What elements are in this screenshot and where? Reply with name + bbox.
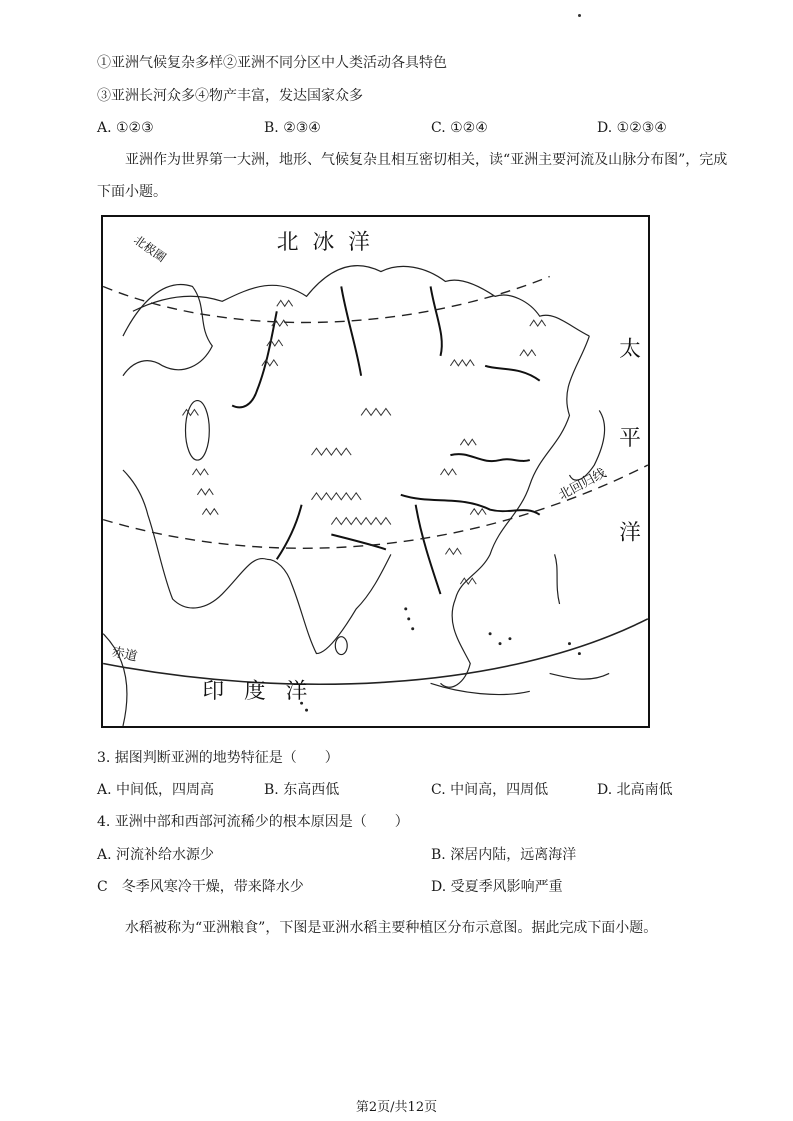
label-pacific-3: 洋 (619, 520, 641, 546)
river-amur (485, 366, 540, 381)
mountain-tianshan (312, 448, 352, 455)
q3-option-d[interactable]: D. 北高南低 (597, 782, 673, 798)
q4-option-c[interactable]: C 冬季风寒冷干燥，带来降水少 (97, 879, 304, 895)
label-pacific-2: 平 (619, 426, 641, 452)
mountain-himalaya (331, 518, 391, 525)
sri-lanka (335, 637, 347, 655)
equator-line (103, 619, 648, 684)
mountain-kunlun (312, 493, 362, 500)
intro1-line1: 亚洲作为世界第一大洲，地形、气候复杂且相互密切相关，读“亚洲主要河流及山脉分布图”，完成 (125, 152, 728, 168)
island-dot (404, 607, 407, 610)
india-coastline (267, 554, 391, 653)
island-dot (508, 637, 511, 640)
river-lena (431, 286, 442, 355)
river-mekong (416, 505, 441, 594)
arctic-circle-line (103, 277, 549, 323)
label-pacific-1: 太 (619, 336, 641, 362)
river-huanghe (450, 454, 529, 461)
asia-rivers-mountains-map (101, 215, 650, 728)
q3-option-a[interactable]: A. 中间低，四周高 (97, 782, 215, 798)
river-indus (277, 505, 302, 560)
label-tropic-of-cancer: 北回归线 (556, 465, 609, 504)
philippines (555, 554, 560, 604)
river-yangtze (401, 495, 540, 515)
q2-option-a[interactable]: A. ①②③ (97, 120, 154, 136)
mountain-china-east (440, 439, 486, 514)
q2-statement-line1: ①亚洲气候复杂多样②亚洲不同分区中人类活动各具特色 (97, 55, 447, 71)
intro1-line2: 下面小题。 (97, 184, 167, 200)
mountain-altai (361, 408, 391, 415)
q4-stem: 4. 亚洲中部和西部河流稀少的根本原因是（ ） (97, 814, 409, 830)
island-dot (578, 652, 581, 655)
river-ob (232, 311, 277, 407)
q3-stem: 3. 据图判断亚洲的地势特征是（ ） (97, 750, 339, 766)
mountain-zagros (192, 469, 218, 515)
q4-option-b[interactable]: B. 深居内陆，远离海洋 (431, 847, 577, 863)
arabia-coastline (123, 470, 267, 608)
island-dot (499, 642, 502, 645)
river-yenisei (341, 286, 361, 375)
q2-statement-line2: ③亚洲长河众多④物产丰富，发达国家众多 (97, 88, 363, 104)
north-coastline (133, 266, 589, 336)
mountain-indochina (445, 548, 476, 584)
island-dot (407, 617, 410, 620)
q4-option-d[interactable]: D. 受夏季风影响严重 (431, 879, 563, 895)
q2-option-b[interactable]: B. ②③④ (264, 120, 321, 136)
label-indian-ocean: 印度洋 (202, 679, 328, 705)
label-arctic-ocean: 北冰洋 (276, 229, 384, 255)
tropic-of-cancer-line (103, 465, 648, 548)
q4-option-a[interactable]: A. 河流补给水源少 (97, 847, 215, 863)
label-arctic-circle: 北极圈 (131, 232, 169, 265)
island-dot (568, 642, 571, 645)
intro2-text: 水稻被称为“亚洲粮食”，下图是亚洲水稻主要种植区分布示意图。据此完成下面小题。 (125, 920, 658, 936)
island-dot (411, 627, 414, 630)
label-equator: 赤道 (110, 644, 139, 665)
island-dot (489, 632, 492, 635)
mountain-east-siberia (450, 320, 545, 366)
mountain-caucasus (183, 409, 199, 415)
scan-speck (578, 14, 581, 17)
q3-option-b[interactable]: B. 东高西低 (264, 782, 340, 798)
caspian-sea (185, 401, 209, 461)
q3-option-c[interactable]: C. 中间高，四周低 (431, 782, 549, 798)
page-footer: 第2页/共12页 (355, 1100, 438, 1115)
island-dot (305, 709, 308, 712)
q2-option-c[interactable]: C. ①②④ (431, 120, 488, 136)
east-coastline (455, 336, 589, 599)
q2-option-d[interactable]: D. ①②③④ (597, 120, 667, 136)
